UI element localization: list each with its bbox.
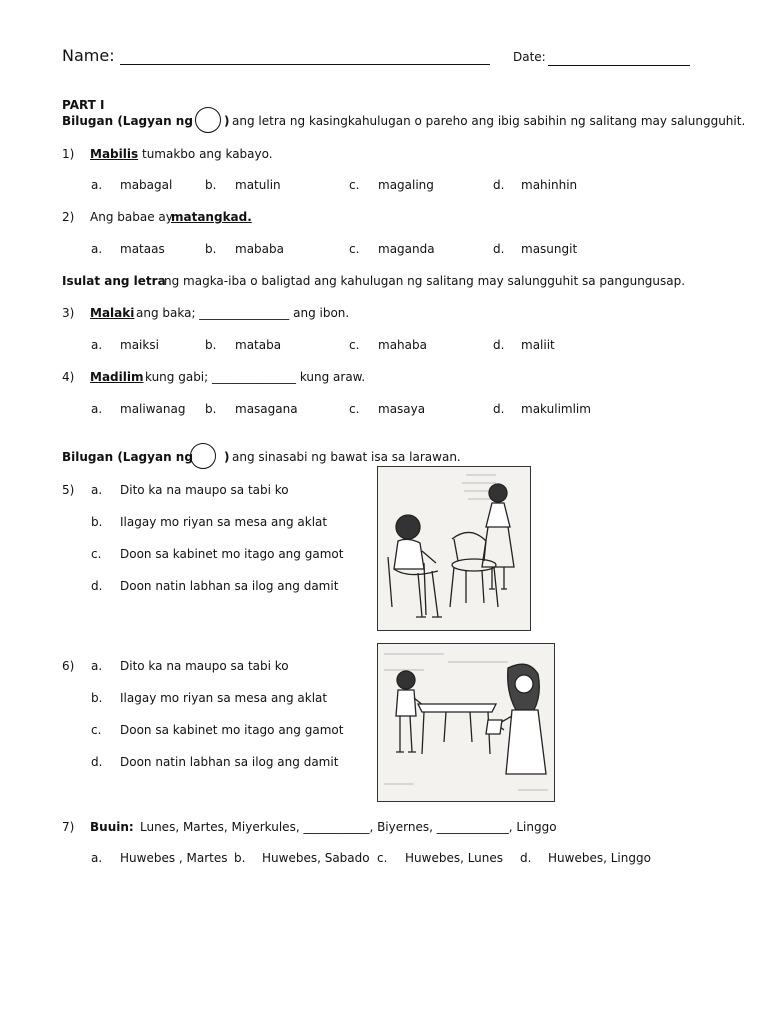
- q7-choice-d-text: Huwebes, Linggo: [548, 851, 651, 865]
- q3-choice-a-text: maiksi: [120, 338, 159, 352]
- q5-choice-c-text: Doon sa kabinet mo itago ang gamot: [120, 547, 344, 561]
- q7-choice-c-letter[interactable]: c.: [377, 851, 388, 865]
- q6-choice-c-text: Doon sa kabinet mo itago ang gamot: [120, 723, 344, 737]
- q6-choice-a-text: Dito ka na maupo sa tabi ko: [120, 659, 289, 673]
- q5-number: 5): [62, 483, 75, 497]
- q7-choice-b-text: Huwebes, Sabado: [262, 851, 370, 865]
- q2-choice-b-text: mababa: [235, 242, 284, 256]
- q2-choice-b-letter[interactable]: b.: [205, 242, 217, 256]
- q1-choice-a-letter[interactable]: a.: [91, 178, 103, 192]
- instruction-1-text: ang letra ng kasingkahulugan o pareho ang ibig sabihin ng salitang may salungguhit.: [232, 114, 746, 128]
- q5-choice-a-text: Dito ka na maupo sa tabi ko: [120, 483, 289, 497]
- q2-text: Ang babae ay: [90, 210, 173, 224]
- q1-choice-b-text: matulin: [235, 178, 281, 192]
- q4-choice-c-letter[interactable]: c.: [349, 402, 360, 416]
- date-label: Date:: [513, 50, 546, 64]
- part-label: PART I: [62, 98, 105, 112]
- instruction-3-paren: ): [224, 450, 230, 464]
- q2-choice-c-letter[interactable]: c.: [349, 242, 360, 256]
- q7-choice-a-letter[interactable]: a.: [91, 851, 103, 865]
- q4-choice-a-text: maliwanag: [120, 402, 186, 416]
- illustration-boy-table-woman: [377, 643, 555, 802]
- q3-choice-c-text: mahaba: [378, 338, 427, 352]
- instruction-3-bold: Bilugan (Lagyan ng: [62, 450, 193, 464]
- q4-choice-b-letter[interactable]: b.: [205, 402, 217, 416]
- q3-choice-b-text: mataba: [235, 338, 282, 352]
- q6-choice-d-text: Doon natin labhan sa ilog ang damit: [120, 755, 339, 769]
- q6-choice-b-text: Ilagay mo riyan sa mesa ang aklat: [120, 691, 328, 705]
- q1-choice-a-text: mabagal: [120, 178, 173, 192]
- illustration-girls-chairs: [377, 466, 531, 631]
- q3-key-word: Malaki: [90, 306, 135, 320]
- q7-key-word: Buuin:: [90, 820, 134, 834]
- instruction-2-bold: Isulat ang letra: [62, 274, 166, 288]
- circle-symbol-icon: [195, 107, 221, 133]
- q3-choice-a-letter[interactable]: a.: [91, 338, 103, 352]
- q4-key-word: Madilim: [90, 370, 144, 384]
- q6-choice-d-letter[interactable]: d.: [91, 755, 103, 769]
- q4-choice-c-text: masaya: [378, 402, 426, 416]
- q5-choice-a-letter[interactable]: a.: [91, 483, 103, 497]
- q1-choice-d-text: mahinhin: [521, 178, 578, 192]
- q1-choice-b-letter[interactable]: b.: [205, 178, 217, 192]
- q3-choice-d-letter[interactable]: d.: [493, 338, 505, 352]
- q2-choice-a-text: mataas: [120, 242, 165, 256]
- q5-choice-b-text: Ilagay mo riyan sa mesa ang aklat: [120, 515, 328, 529]
- q2-key-word: matangkad.: [171, 210, 252, 224]
- instruction-1-paren: ): [224, 114, 230, 128]
- q3-text: ang baka; _______________ ang ibon.: [136, 306, 350, 320]
- circle-symbol-icon: [190, 443, 216, 469]
- q7-choice-d-letter[interactable]: d.: [520, 851, 532, 865]
- q1-choice-c-letter[interactable]: c.: [349, 178, 360, 192]
- q2-number: 2): [62, 210, 75, 224]
- q2-choice-d-text: masungit: [521, 242, 578, 256]
- instruction-2-text: ng magka-iba o baligtad ang kahulugan ng salitang may salungguhit sa pangungusap.: [164, 274, 686, 288]
- q4-text: kung gabi; ______________ kung araw.: [145, 370, 366, 384]
- instruction-3-text: ang sinasabi ng bawat isa sa larawan.: [232, 450, 461, 464]
- q3-choice-c-letter[interactable]: c.: [349, 338, 360, 352]
- instruction-1-bold: Bilugan (Lagyan ng: [62, 114, 193, 128]
- q4-choice-a-letter[interactable]: a.: [91, 402, 103, 416]
- q3-choice-d-text: maliit: [521, 338, 555, 352]
- q6-choice-b-letter[interactable]: b.: [91, 691, 103, 705]
- q1-number: 1): [62, 147, 75, 161]
- q1-choice-d-letter[interactable]: d.: [493, 178, 505, 192]
- q4-choice-d-text: makulimlim: [521, 402, 591, 416]
- q5-choice-d-text: Doon natin labhan sa ilog ang damit: [120, 579, 339, 593]
- q1-text: tumakbo ang kabayo.: [142, 147, 273, 161]
- q6-choice-c-letter[interactable]: c.: [91, 723, 102, 737]
- q5-choice-c-letter[interactable]: c.: [91, 547, 102, 561]
- name-label: Name:: [62, 46, 115, 65]
- q4-choice-b-text: masagana: [235, 402, 298, 416]
- q5-choice-b-letter[interactable]: b.: [91, 515, 103, 529]
- name-input-line[interactable]: [120, 64, 490, 65]
- q3-number: 3): [62, 306, 75, 320]
- q4-choice-d-letter[interactable]: d.: [493, 402, 505, 416]
- q4-number: 4): [62, 370, 75, 384]
- date-input-line[interactable]: [548, 65, 690, 66]
- q7-number: 7): [62, 820, 75, 834]
- q6-number: 6): [62, 659, 75, 673]
- q1-key-word: Mabilis: [90, 147, 139, 161]
- q2-choice-d-letter[interactable]: d.: [493, 242, 505, 256]
- q2-choice-c-text: maganda: [378, 242, 435, 256]
- q7-choice-a-text: Huwebes , Martes: [120, 851, 228, 865]
- q7-text: Lunes, Martes, Miyerkules, ___________, Biyernes, ____________, Linggo: [140, 820, 557, 834]
- q6-choice-a-letter[interactable]: a.: [91, 659, 103, 673]
- q1-choice-c-text: magaling: [378, 178, 434, 192]
- q2-choice-a-letter[interactable]: a.: [91, 242, 103, 256]
- q3-choice-b-letter[interactable]: b.: [205, 338, 217, 352]
- q7-choice-c-text: Huwebes, Lunes: [405, 851, 504, 865]
- q7-choice-b-letter[interactable]: b.: [234, 851, 246, 865]
- q5-choice-d-letter[interactable]: d.: [91, 579, 103, 593]
